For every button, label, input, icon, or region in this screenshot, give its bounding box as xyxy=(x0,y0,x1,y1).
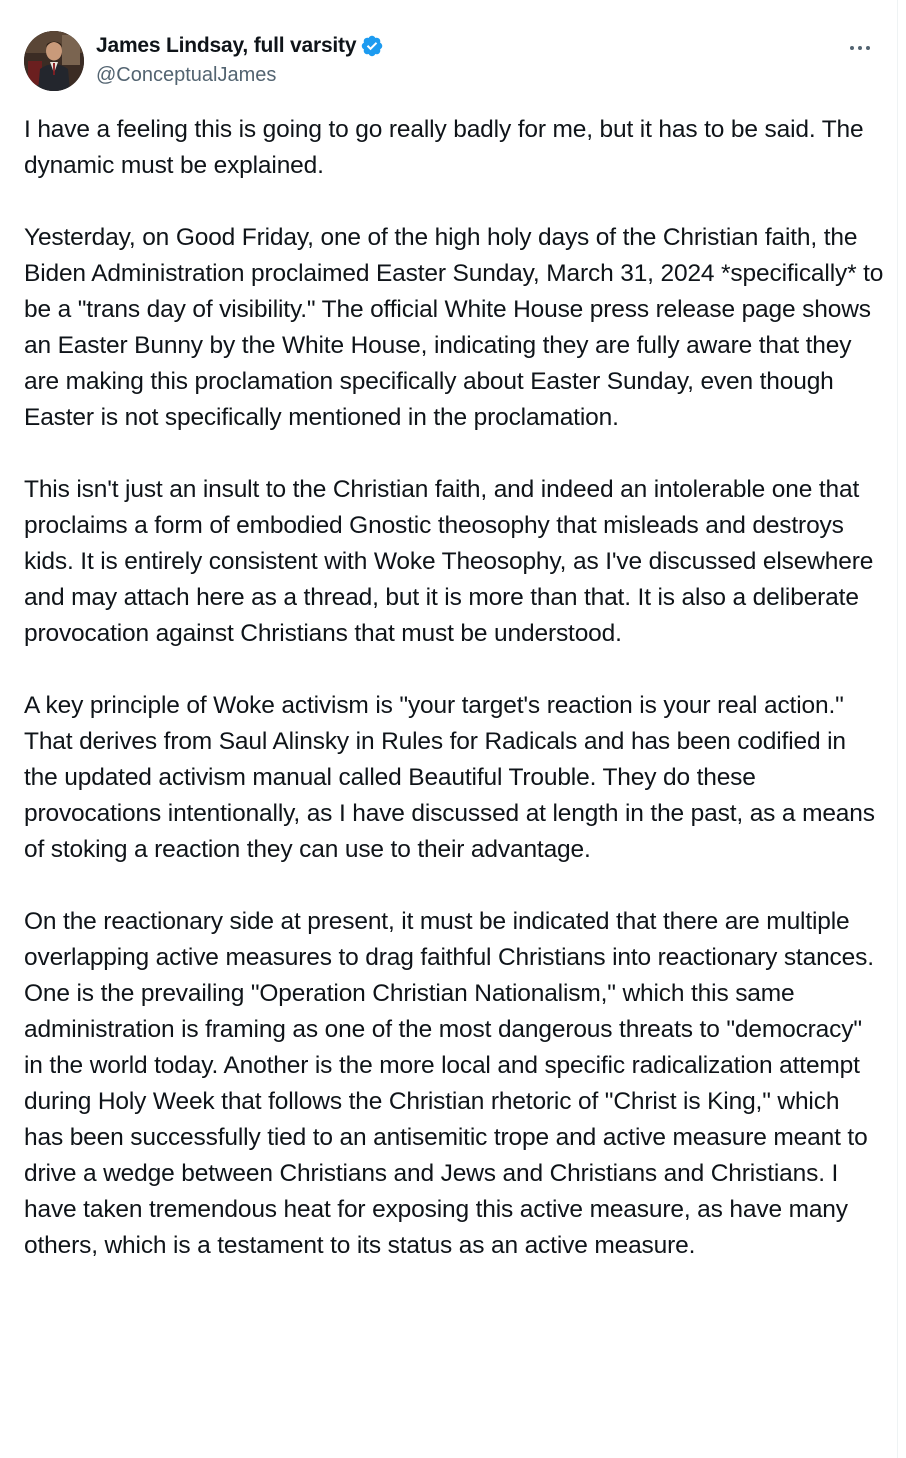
tweet-header xyxy=(24,31,897,93)
tweet-paragraph: On the reactionary side at present, it must be indicated that there are multiple overlapping active measures to drag faithful Christians into reactionary stances. One is the prevailing "Operation Christian Nationalism," which this same administration is framing as one of the most dangerous threats to "democracy" in the world today. Another is the more local and specific radicalization attempt during Holy Week that follows the Christian rhetoric of "Christ is King," which has been successfully tied to an antisemitic trope and active measure meant to drive a wedge between Christians and Jews and Christians and Christians. I have taken tremendous heat for exposing this active measure, as have many others, which is a testament to its status as an active measure. xyxy=(24,908,874,1259)
display-name[interactable]: James Lindsay, full varsity xyxy=(96,34,357,57)
tweet-paragraph: Yesterday, on Good Friday, one of the high holy days of the Christian faith, the Biden Administration proclaimed Easter Sunday, March 31, 2024 *specifically* to be a "trans day of visibility." The official White House press release page shows an Easter Bunny by the White House, indicating they are fully aware that they are making this proclamation specifically about Easter Sunday, even though Easter is not specifically mentioned in the proclamation. xyxy=(24,224,884,431)
tweet-paragraph: I have a feeling this is going to go really badly for me, but it has to be said. The dynamic must be explained. xyxy=(24,116,864,179)
tweet-paragraph: A key principle of Woke activism is "your target's reaction is your real action." That derives from Saul Alinsky in Rules for Radicals and has been codified in the updated activism manual called Beautiful Trouble. They do these provocations intentionally, as I have discussed at length in the past, as a means of stoking a reaction they can use to their advantage. xyxy=(24,692,875,863)
display-name-row xyxy=(96,31,384,61)
tweet-paragraph: This isn't just an insult to the Christian faith, and indeed an intolerable one that proclaims a form of embodied Gnostic theosophy that misleads and destroys kids. It is entirely consistent with Woke Theosophy, as I've discussed elsewhere and may attach here as a thread, but it is more than that. It is also a deliberate provocation against Christians that must be understood. xyxy=(24,476,874,647)
avatar[interactable] xyxy=(24,31,84,91)
author-handle[interactable]: @ConceptualJames xyxy=(96,64,277,86)
author-names xyxy=(96,31,384,89)
more-options-button[interactable] xyxy=(843,35,877,61)
more-options-icon xyxy=(849,45,871,51)
verified-badge-icon[interactable] xyxy=(360,34,384,58)
tweet-text xyxy=(24,112,884,1264)
avatar-photo xyxy=(24,31,84,91)
